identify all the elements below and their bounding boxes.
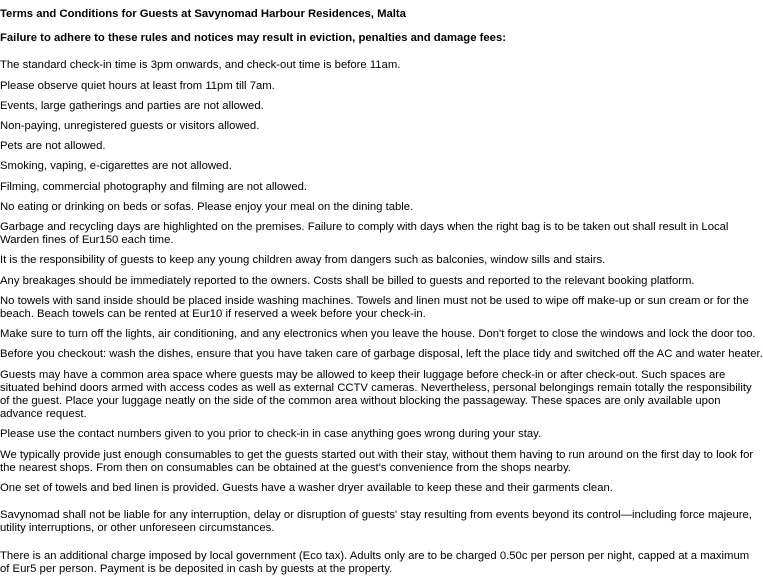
document-title: Terms and Conditions for Guests at Savynomad Harbour Residences, Malta (0, 8, 406, 20)
rule-item: One set of towels and bed linen is provided. Guests have a washer dryer available to keep these and their garments clean. (0, 482, 613, 495)
rule-item: Please observe quiet hours at least from 11pm till 7am. (0, 79, 275, 92)
rule-item: Garbage and recycling days are highlighted on the premises. Failure to comply with days when the right bag is to be taken out shall result in Local Warden fines of Eur150 each time. (0, 221, 729, 247)
rule-item: Filming, commercial photography and filming are not allowed. (0, 180, 308, 193)
rule-item: Any breakages should be immediately reported to the owners. Costs shall be billed to guests and reported to the relevant booking platform. (0, 274, 695, 287)
document-intro: Failure to adhere to these rules and notices may result in eviction, penalties and damage fees: (0, 32, 506, 45)
rule-item: The standard check-in time is 3pm onwards, and check-out time is before 11am. (0, 59, 401, 72)
rule-item: It is the responsibility of guests to keep any young children away from dangers such as balconies, window sills and stairs. (0, 254, 606, 267)
liability-clause: Savynomad shall not be liable for any interruption, delay or disruption of guests' stay resulting from events beyond its control—including force majeure, utility interruptions, or other unforeseen circumstances. (0, 509, 752, 535)
rule-item: Make sure to turn off the lights, air conditioning, and any electronics when you leave the house. Don't forget to close the windows and lock the door too. (0, 328, 756, 341)
eco-tax-clause: There is an additional charge imposed by local government (Eco tax). Adults only are to be charged 0.50c per person per night, capped at a maximum of Eur5 per person. Payment is be deposited in cash by guests at the property. (0, 549, 750, 575)
rule-item: Non-paying, unregistered guests or visitors allowed. (0, 120, 260, 133)
rule-item: Please use the contact numbers given to you prior to check-in in case anything goes wrong during your stay. (0, 428, 542, 441)
rule-item: No towels with sand inside should be placed inside washing machines. Towels and linen must not be used to wipe off make-up or sun cream or for the beach. Beach towels can be rented at Eur10 if reserved a week before your check-in. (0, 294, 749, 321)
rule-item: Smoking, vaping, e-cigarettes are not allowed. (0, 160, 232, 173)
rule-item: Guests may have a common area space where guests may be allowed to keep their luggage before check-in or after check-out. Such spaces are situated behind doors armed with access codes as well as external CCTV cameras. Nevertheless, personal belongings remain totally the responsibility of the guest. Place your luggage neatly on the side of the common area without blocking the passageway. These spaces are only available upon advance request. (0, 368, 752, 421)
rule-item: We typically provide just enough consumables to get the guests started out with their stay, without them having to run around on the first day to look for the nearest shops. From then on consumables can be obtained at the guest's convenience from the shops nearby. (0, 448, 754, 474)
document-body (0, 8, 763, 576)
rule-item: No eating or drinking on beds or sofas. Please enjoy your meal on the dining table. (0, 200, 414, 213)
rule-item: Events, large gatherings and parties are not allowed. (0, 99, 264, 112)
rule-item: Before you checkout: wash the dishes, ensure that you have taken care of garbage disposal, left the place tidy and switched off the AC and water heater. (0, 348, 763, 361)
rule-item: Pets are not allowed. (0, 140, 106, 153)
